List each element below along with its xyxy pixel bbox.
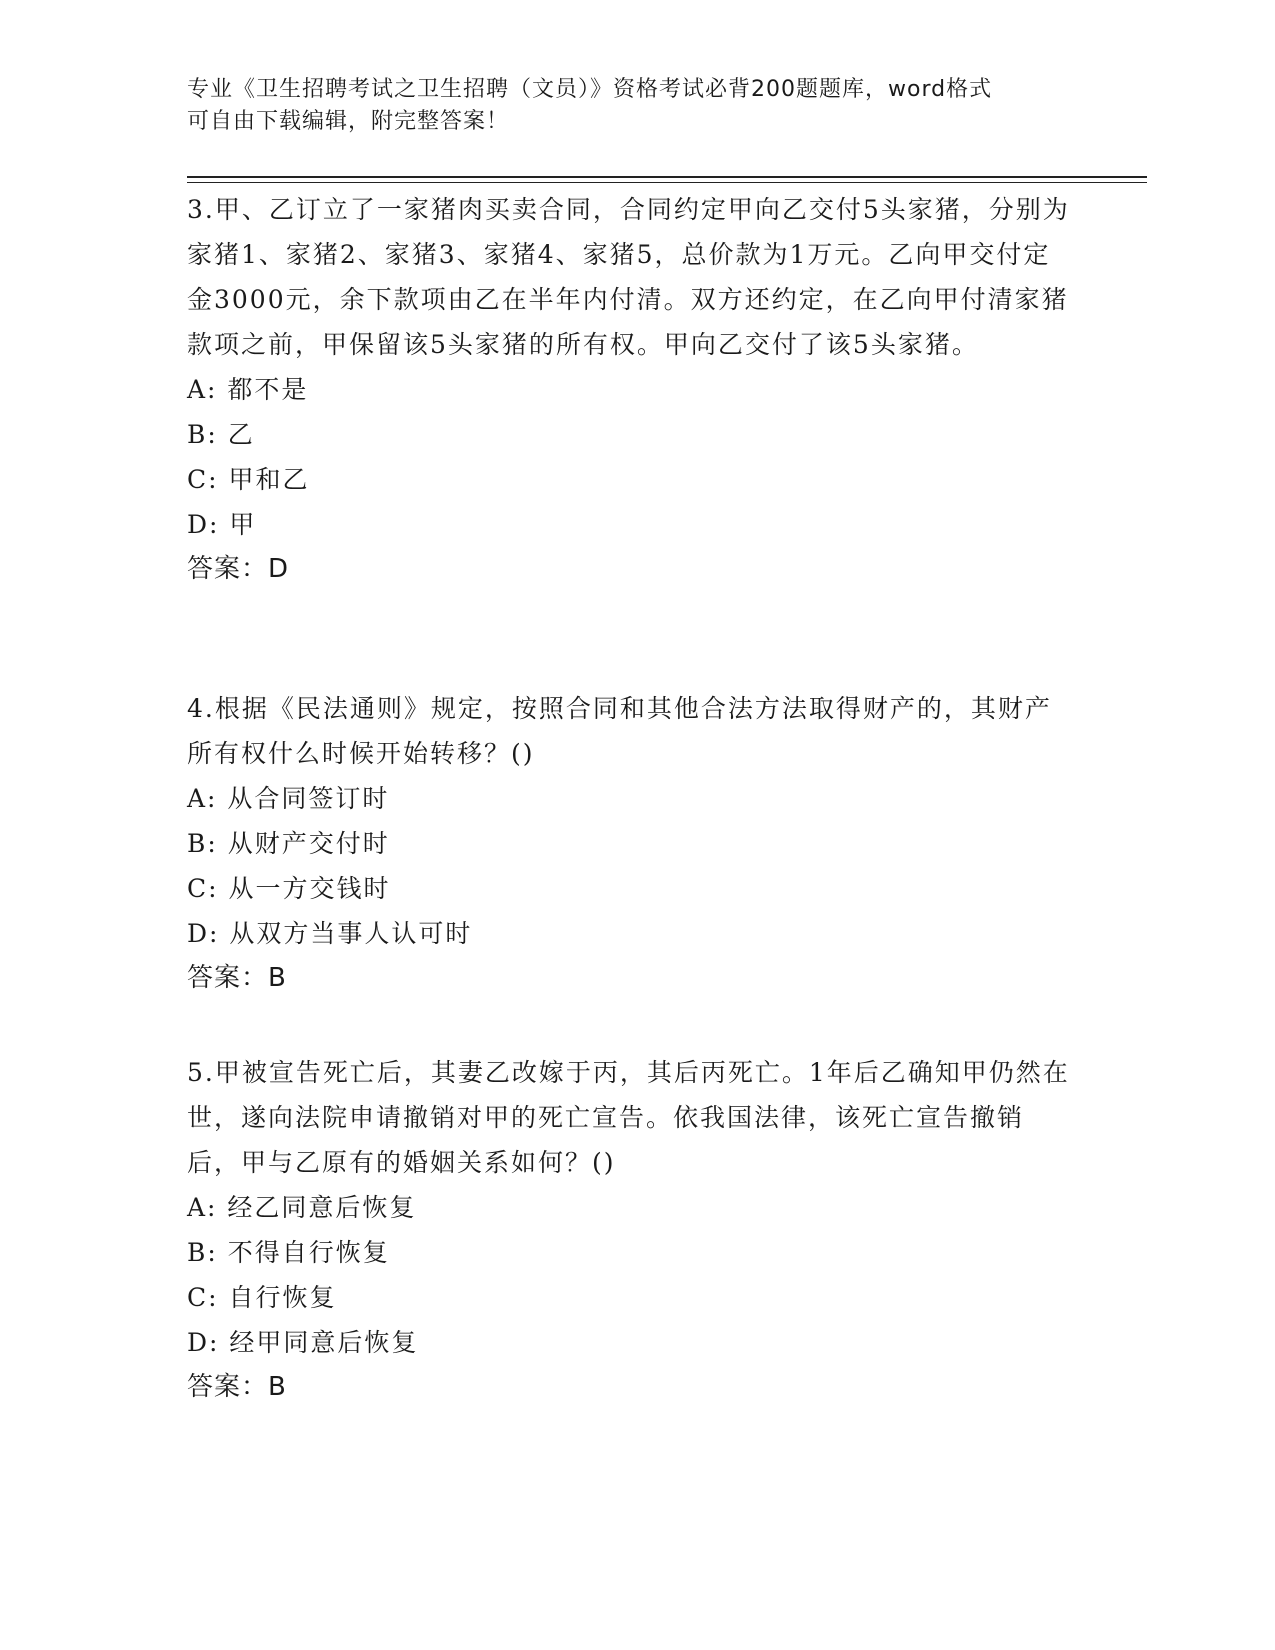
option-b: B: 不得自行恢复 [187, 1238, 390, 1267]
option-c: C: 从一方交钱时 [187, 874, 391, 903]
header-line-2: 可自由下载编辑，附完整答案！ [187, 109, 510, 134]
option-b: B: 乙 [187, 420, 255, 449]
answer-line: 答案：D [187, 554, 290, 584]
option-a: A: 都不是 [187, 375, 309, 404]
header-divider-thick [187, 176, 1147, 178]
answer-line: 答案：B [187, 963, 287, 993]
option-a: A: 经乙同意后恢复 [187, 1193, 417, 1222]
option-c: C: 自行恢复 [187, 1283, 337, 1312]
document-header [187, 74, 1067, 138]
header-divider-thin [187, 182, 1147, 183]
question-block [187, 1050, 1077, 1410]
question-stem: 5.甲被宣告死亡后，其妻乙改嫁于丙，其后丙死亡。1年后乙确知甲仍然在世，遂向法院申请撤销对甲的死亡宣告。依我国法律，该死亡宣告撤销后，甲与乙原有的婚姻关系如何？() [187, 1058, 1070, 1177]
option-d: D: 甲 [187, 510, 257, 539]
question-stem: 3.甲、乙订立了一家猪肉买卖合同，合同约定甲向乙交付5头家猪，分别为家猪1、家猪2、家猪3、家猪4、家猪5，总价款为1万元。乙向甲交付定金3000元，余下款项由乙在半年内付清。双方还约定，在乙向甲付清家猪款项之前，甲保留该5头家猪的所有权。甲向乙交付了该5头家猪。 [187, 195, 1070, 359]
answer-line: 答案：B [187, 1372, 287, 1402]
header-line-1: 专业《卫生招聘考试之卫生招聘（文员）》资格考试必背200题题库，word格式 [187, 77, 993, 102]
option-c: C: 甲和乙 [187, 465, 310, 494]
option-d: D: 从双方当事人认可时 [187, 919, 473, 948]
question-block [187, 187, 1077, 592]
option-d: D: 经甲同意后恢复 [187, 1328, 419, 1357]
option-a: A: 从合同签订时 [187, 784, 390, 813]
question-stem: 4.根据《民法通则》规定，按照合同和其他合法方法取得财产的，其财产所有权什么时候开始转移？() [187, 694, 1052, 768]
question-block [187, 686, 1077, 1001]
option-b: B: 从财产交付时 [187, 829, 390, 858]
